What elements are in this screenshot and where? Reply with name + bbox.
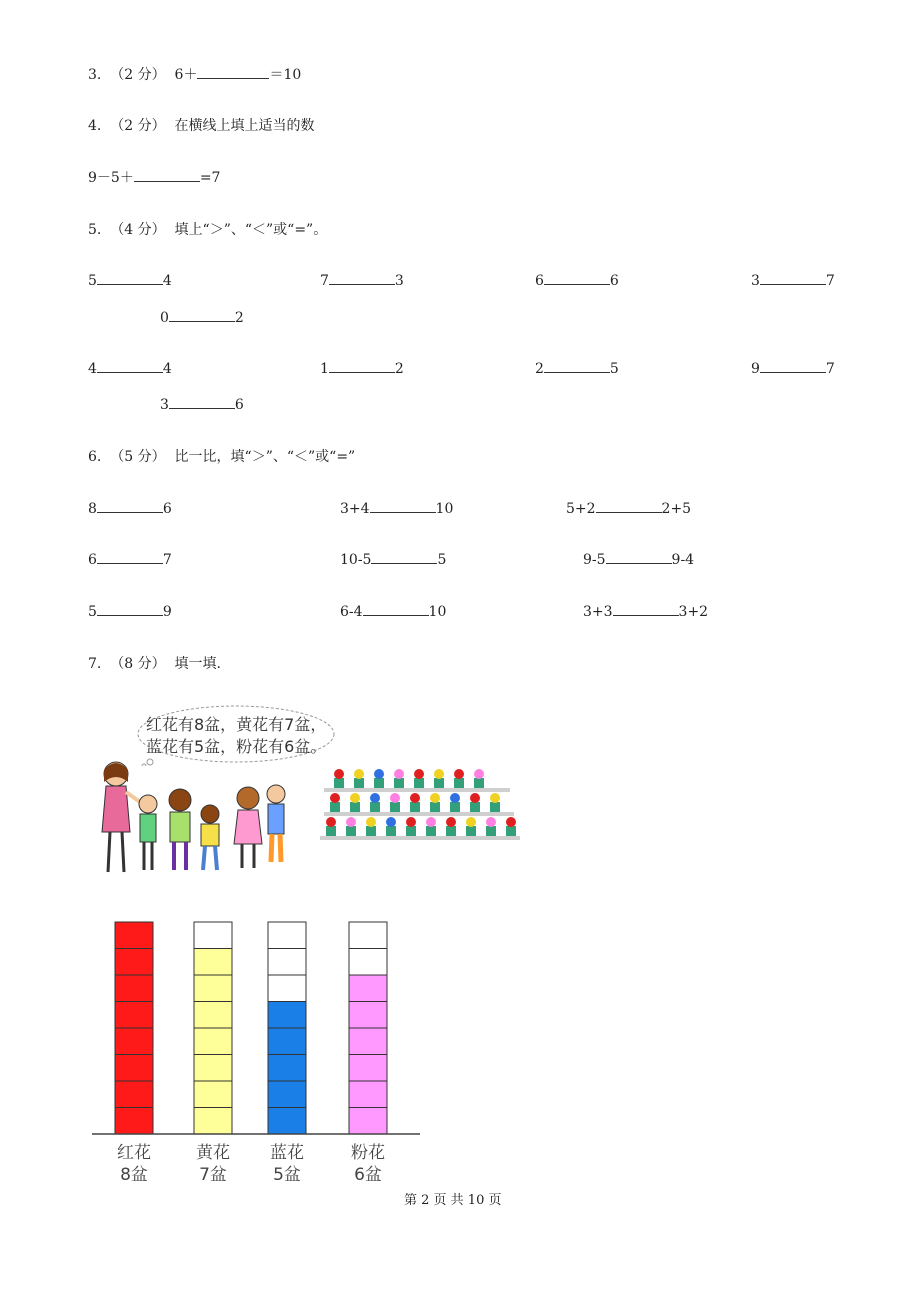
compare-left: 0 bbox=[160, 310, 169, 326]
compare-left: 5 bbox=[88, 604, 97, 620]
answer-blank[interactable] bbox=[596, 500, 662, 513]
bar-cell-filled bbox=[349, 1081, 387, 1108]
compare-left: 5+2 bbox=[566, 501, 596, 517]
bar-cell-filled bbox=[349, 1028, 387, 1055]
compare-right: 3 bbox=[394, 273, 404, 289]
compare-left: 4 bbox=[88, 361, 97, 377]
equation-left: 9－5＋ bbox=[88, 170, 134, 186]
answer-blank[interactable] bbox=[544, 272, 610, 285]
compare-left: 5 bbox=[88, 273, 97, 289]
compare-item bbox=[535, 360, 619, 378]
compare-item bbox=[88, 603, 172, 621]
bar-cell-filled bbox=[194, 1002, 232, 1029]
answer-blank[interactable] bbox=[760, 272, 826, 285]
compare-right: 5 bbox=[609, 361, 619, 377]
compare-right: 9 bbox=[162, 604, 172, 620]
answer-blank[interactable] bbox=[97, 551, 163, 564]
flower-stand bbox=[320, 769, 520, 840]
answer-blank[interactable] bbox=[197, 66, 269, 79]
answer-blank[interactable] bbox=[544, 360, 610, 373]
bar-cell-filled bbox=[115, 1081, 153, 1108]
value-label: 6盆 bbox=[354, 1165, 382, 1185]
category-label: 黄花 bbox=[196, 1143, 230, 1163]
child-figure-2 bbox=[169, 789, 191, 870]
compare-right: 2+5 bbox=[661, 501, 692, 517]
compare-left: 3+4 bbox=[340, 501, 370, 517]
bar-cell-filled bbox=[268, 1081, 306, 1108]
value-label: 7盆 bbox=[199, 1165, 227, 1185]
compare-right: 9-4 bbox=[671, 552, 695, 568]
compare-right: 10 bbox=[428, 604, 447, 620]
compare-right: 6 bbox=[609, 273, 619, 289]
category-label: 蓝花 bbox=[270, 1143, 304, 1163]
compare-right: 10 bbox=[435, 501, 454, 517]
compare-left: 10-5 bbox=[340, 552, 372, 568]
bar-cell-filled bbox=[115, 949, 153, 976]
bar-cell-filled bbox=[115, 1002, 153, 1029]
compare-left: 2 bbox=[535, 361, 544, 377]
compare-item bbox=[320, 272, 404, 290]
answer-blank[interactable] bbox=[613, 603, 679, 616]
compare-left: 7 bbox=[320, 273, 329, 289]
bar-cell-filled bbox=[268, 1028, 306, 1055]
speech-line-2: 蓝花有5盆，粉花有6盆。 bbox=[146, 737, 327, 756]
answer-blank[interactable] bbox=[134, 169, 200, 182]
compare-item bbox=[88, 500, 172, 518]
q4-line bbox=[88, 117, 315, 135]
question-text: 填上“＞”、“＜”或“=”。 bbox=[174, 222, 328, 238]
bar-cell-filled bbox=[268, 1002, 306, 1029]
question-score: （4 分） bbox=[110, 222, 166, 238]
bar-cell-filled bbox=[194, 949, 232, 976]
equation-left: 6＋ bbox=[174, 67, 198, 83]
compare-item bbox=[340, 603, 446, 621]
answer-blank[interactable] bbox=[169, 309, 235, 322]
question-text: 填一填. bbox=[174, 656, 221, 672]
bar-cell-filled bbox=[115, 1108, 153, 1135]
question-score: （5 分） bbox=[110, 449, 166, 465]
compare-left: 1 bbox=[320, 361, 329, 377]
q6-line bbox=[88, 448, 355, 466]
compare-left: 3+3 bbox=[583, 604, 613, 620]
compare-left: 9-5 bbox=[583, 552, 606, 568]
compare-left: 6-4 bbox=[340, 604, 363, 620]
bar-column bbox=[194, 922, 232, 1134]
compare-item bbox=[583, 603, 708, 621]
bar-cell-filled bbox=[194, 1081, 232, 1108]
compare-left: 6 bbox=[535, 273, 544, 289]
illustration-people-flowers bbox=[88, 752, 528, 884]
q5-line bbox=[88, 221, 327, 239]
bar-cell-filled bbox=[194, 1055, 232, 1082]
compare-right: 4 bbox=[162, 273, 172, 289]
category-label: 红花 bbox=[117, 1143, 151, 1163]
bar-cell-empty bbox=[194, 922, 232, 949]
compare-item bbox=[535, 272, 619, 290]
bar-cell-filled bbox=[194, 975, 232, 1002]
bar-cell-filled bbox=[268, 1055, 306, 1082]
compare-right: 7 bbox=[825, 361, 835, 377]
compare-right: 6 bbox=[162, 501, 172, 517]
question-number: 4. bbox=[88, 118, 102, 134]
question-number: 6. bbox=[88, 449, 102, 465]
bar-cell-filled bbox=[115, 922, 153, 949]
q3-line bbox=[88, 66, 301, 84]
value-label: 8盆 bbox=[120, 1165, 148, 1185]
answer-blank[interactable] bbox=[760, 360, 826, 373]
bar-cell-empty bbox=[268, 949, 306, 976]
bar-cell-filled bbox=[115, 1028, 153, 1055]
equation-right: ＝10 bbox=[269, 67, 302, 83]
child-figure-5 bbox=[267, 785, 285, 862]
bar-cell-filled bbox=[349, 1055, 387, 1082]
compare-right: 7 bbox=[162, 552, 172, 568]
bar-cell-empty bbox=[268, 922, 306, 949]
compare-item bbox=[160, 396, 244, 414]
child-figure-4 bbox=[234, 787, 262, 868]
compare-item bbox=[566, 500, 691, 518]
compare-left: 8 bbox=[88, 501, 97, 517]
q4-equation bbox=[88, 169, 220, 187]
question-text: 在横线上填上适当的数 bbox=[174, 118, 315, 134]
answer-blank[interactable] bbox=[329, 272, 395, 285]
answer-blank[interactable] bbox=[169, 396, 235, 409]
compare-item bbox=[751, 360, 835, 378]
bar-column bbox=[115, 922, 153, 1134]
bar-cell-empty bbox=[349, 949, 387, 976]
compare-item bbox=[160, 309, 244, 327]
question-score: （2 分） bbox=[110, 118, 166, 134]
compare-item bbox=[751, 272, 835, 290]
bar-cell-filled bbox=[194, 1108, 232, 1135]
answer-blank[interactable] bbox=[329, 360, 395, 373]
bar-cell-filled bbox=[194, 1028, 232, 1055]
page-footer: 第 2 页 共 10 页 bbox=[404, 1193, 502, 1208]
question-number: 3. bbox=[88, 67, 102, 83]
answer-blank[interactable] bbox=[97, 272, 163, 285]
flower-bar-chart bbox=[88, 912, 428, 1192]
compare-right: 5 bbox=[437, 552, 447, 568]
compare-item bbox=[88, 360, 172, 378]
compare-right: 2 bbox=[394, 361, 404, 377]
compare-right: 4 bbox=[162, 361, 172, 377]
compare-left: 3 bbox=[160, 397, 169, 413]
bar-cell-filled bbox=[349, 975, 387, 1002]
question-score: （8 分） bbox=[110, 656, 166, 672]
question-score: （2 分） bbox=[110, 67, 166, 83]
compare-item bbox=[88, 551, 172, 569]
bar-cell-filled bbox=[115, 975, 153, 1002]
bar-column bbox=[268, 922, 306, 1134]
answer-blank[interactable] bbox=[371, 551, 437, 564]
child-figure-1 bbox=[139, 795, 157, 870]
equation-right: =7 bbox=[199, 170, 221, 186]
teacher-figure bbox=[102, 762, 140, 872]
q7-line bbox=[88, 655, 221, 673]
compare-item bbox=[340, 551, 446, 569]
compare-item bbox=[583, 551, 694, 569]
child-figure-3 bbox=[201, 805, 219, 870]
answer-blank[interactable] bbox=[370, 500, 436, 513]
question-number: 7. bbox=[88, 656, 102, 672]
question-number: 5. bbox=[88, 222, 102, 238]
compare-right: 6 bbox=[234, 397, 244, 413]
question-text: 比一比，填“＞”、“＜”或“=” bbox=[174, 449, 356, 465]
bar-cell-empty bbox=[349, 922, 387, 949]
category-label: 粉花 bbox=[351, 1143, 385, 1163]
bar-cell-filled bbox=[349, 1002, 387, 1029]
bar-cell-filled bbox=[268, 1108, 306, 1135]
compare-item bbox=[88, 272, 172, 290]
compare-right: 3+2 bbox=[678, 604, 709, 620]
bar-column bbox=[349, 922, 387, 1134]
answer-blank[interactable] bbox=[606, 551, 672, 564]
bar-cell-filled bbox=[349, 1108, 387, 1135]
bar-cell-empty bbox=[268, 975, 306, 1002]
bar-cell-filled bbox=[115, 1055, 153, 1082]
compare-left: 6 bbox=[88, 552, 97, 568]
compare-item bbox=[320, 360, 404, 378]
value-label: 5盆 bbox=[273, 1165, 301, 1185]
answer-blank[interactable] bbox=[97, 360, 163, 373]
compare-item bbox=[340, 500, 453, 518]
compare-left: 3 bbox=[751, 273, 760, 289]
speech-line-1: 红花有8盆，黄花有7盆， bbox=[146, 715, 327, 734]
compare-right: 7 bbox=[825, 273, 835, 289]
answer-blank[interactable] bbox=[97, 500, 163, 513]
compare-right: 2 bbox=[234, 310, 244, 326]
answer-blank[interactable] bbox=[363, 603, 429, 616]
compare-left: 9 bbox=[751, 361, 760, 377]
answer-blank[interactable] bbox=[97, 603, 163, 616]
